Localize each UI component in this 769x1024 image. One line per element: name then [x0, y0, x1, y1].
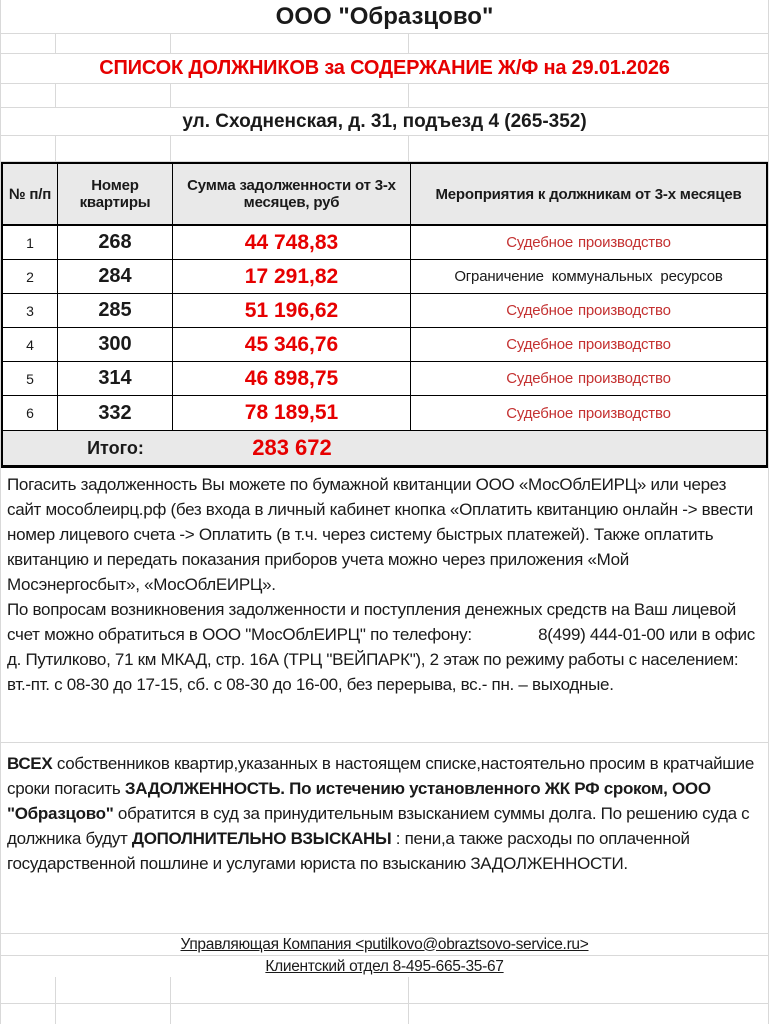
table-row	[3, 328, 766, 362]
debtor-action: Судебное производство	[506, 404, 671, 422]
header-cell-row-number: № п/п	[3, 164, 58, 224]
company-title: ООО "Образцово"	[1, 0, 768, 34]
debtor-action: Судебное производство	[506, 370, 671, 387]
empty-cell	[409, 977, 768, 1003]
debtors-table	[1, 162, 768, 468]
row-number: 6	[3, 396, 58, 430]
table-row	[3, 260, 766, 294]
apartment-number: 314	[58, 362, 173, 395]
debtor-action: Судебное производство	[506, 234, 671, 251]
apartment-number: 285	[58, 294, 173, 327]
empty-cell	[409, 84, 768, 107]
table-row	[3, 226, 766, 260]
empty-cell	[171, 136, 409, 161]
empty-cell	[171, 977, 409, 1003]
footer-company-line	[1, 933, 768, 955]
spacer-grid-row	[1, 977, 768, 1004]
empty-cell	[1, 34, 56, 53]
empty-cell	[409, 1004, 768, 1024]
empty-cell	[1, 84, 56, 107]
row-number: 5	[3, 362, 58, 395]
table-header-row	[3, 164, 766, 226]
spacer-grid-row	[1, 1004, 768, 1024]
total-row	[3, 430, 766, 465]
empty-cell	[3, 431, 58, 465]
empty-cell	[56, 84, 171, 107]
header-cell-actions: Мероприятия к должникам от 3-х месяцев	[435, 185, 742, 203]
client-department-phone: Клиентский отдел 8-495-665-35-67	[265, 957, 504, 975]
empty-cell	[171, 84, 409, 107]
table-row	[3, 396, 766, 430]
apartment-number: 284	[58, 260, 173, 293]
table-body	[3, 226, 766, 430]
empty-cell	[409, 136, 768, 161]
empty-cell	[56, 34, 171, 53]
row-number: 2	[3, 260, 58, 293]
payment-info-section	[1, 468, 768, 742]
spacer-grid-row	[1, 34, 768, 54]
row-number: 4	[3, 328, 58, 361]
warning-paragraph: ВСЕХ собственников квартир,указанных в настоящем списке,настоятельно просим в кратчайшие сроки погасить ЗАДОЛЖЕННОСТЬ. По истечению установленного ЖК РФ сроком, ООО "Образцово" обратится в суд за принудительным взысканием суммы долга. По решению суда с должника будут ДОПОЛНИТЕЛЬНО ВЗЫСКАНЫ : пени,а также расходы по оплаченной государственной пошлине и услугами юриста по взысканию ЗАДОЛЖЕННОСТИ.	[7, 754, 754, 873]
empty-cell	[56, 136, 171, 161]
header-cell-debt-amount: Сумма задолженности от 3-х месяцев, руб	[173, 164, 411, 224]
row-number: 3	[3, 294, 58, 327]
header-cell-apartment: Номер квартиры	[58, 164, 173, 224]
debtor-action: Судебное производство	[506, 302, 671, 319]
empty-cell	[171, 1004, 409, 1024]
total-label: Итого:	[87, 437, 144, 458]
address-line: ул. Сходненская, д. 31, подъезд 4 (265-352)	[1, 108, 768, 136]
total-value: 283 672	[252, 435, 332, 460]
empty-cell	[171, 34, 409, 53]
spacer-grid-row	[1, 84, 768, 108]
debtor-action: Судебное производство	[506, 336, 671, 353]
payment-info-paragraph: Погасить задолженность Вы можете по бумажной квитанции ООО «МосОблЕИРЦ» или через сайт мособлеирц.рф (без входа в личный кабинет кнопка «Оплатить квитанцию онлайн -> ввести номер лицевого счета -> Оплатить (в т.ч. через систему быстрых платежей). Также оплатить квитанцию и передать показания приборов учета можно через приложения «Мой Мосэнергосбыт», «МосОблЕИРЦ».	[7, 475, 753, 594]
empty-cell	[1, 136, 56, 161]
empty-cell	[1, 977, 56, 1003]
management-company-email: Управляющая Компания <putilkovo@obraztsovo-service.ru>	[180, 935, 589, 953]
row-number: 1	[3, 226, 58, 259]
warning-section	[1, 742, 768, 910]
debt-amount: 44 748,83	[173, 226, 411, 259]
footer-client-line	[1, 955, 768, 977]
empty-cell	[56, 1004, 171, 1024]
empty-cell	[56, 977, 171, 1003]
apartment-number: 300	[58, 328, 173, 361]
contact-info-paragraph: По вопросам возникновения задолженности и поступления денежных средств на Ваш лицевой счет можно обратиться в ООО "МосОблЕИРЦ" по телефону: 8(499) 444-01-00 или в офис д. Путилково, 71 км МКАД, стр. 16А (ТРЦ "ВЕЙПАРК"), 2 этаж по режиму работы с населением: вт.-пт. с 08-30 до 17-15, сб. с 08-30 до 16-00, без перерыва, вс.- пн. – выходные.	[7, 600, 755, 694]
debt-amount: 17 291,82	[173, 260, 411, 293]
blank-area	[1, 910, 768, 933]
table-row	[3, 362, 766, 396]
spacer-grid-row	[1, 136, 768, 162]
table-row	[3, 294, 766, 328]
debt-amount: 51 196,62	[173, 294, 411, 327]
apartment-number: 268	[58, 226, 173, 259]
empty-cell	[1, 1004, 56, 1024]
debtor-action: Ограничение коммунальных ресурсов	[454, 268, 723, 285]
debt-amount: 78 189,51	[173, 396, 411, 430]
apartment-number: 332	[58, 396, 173, 430]
debt-amount: 45 346,76	[173, 328, 411, 361]
empty-cell	[411, 431, 766, 465]
list-title: СПИСОК ДОЛЖНИКОВ за СОДЕРЖАНИЕ Ж/Ф на 29.01.2026	[1, 54, 768, 84]
debt-amount: 46 898,75	[173, 362, 411, 395]
empty-cell	[409, 34, 768, 53]
